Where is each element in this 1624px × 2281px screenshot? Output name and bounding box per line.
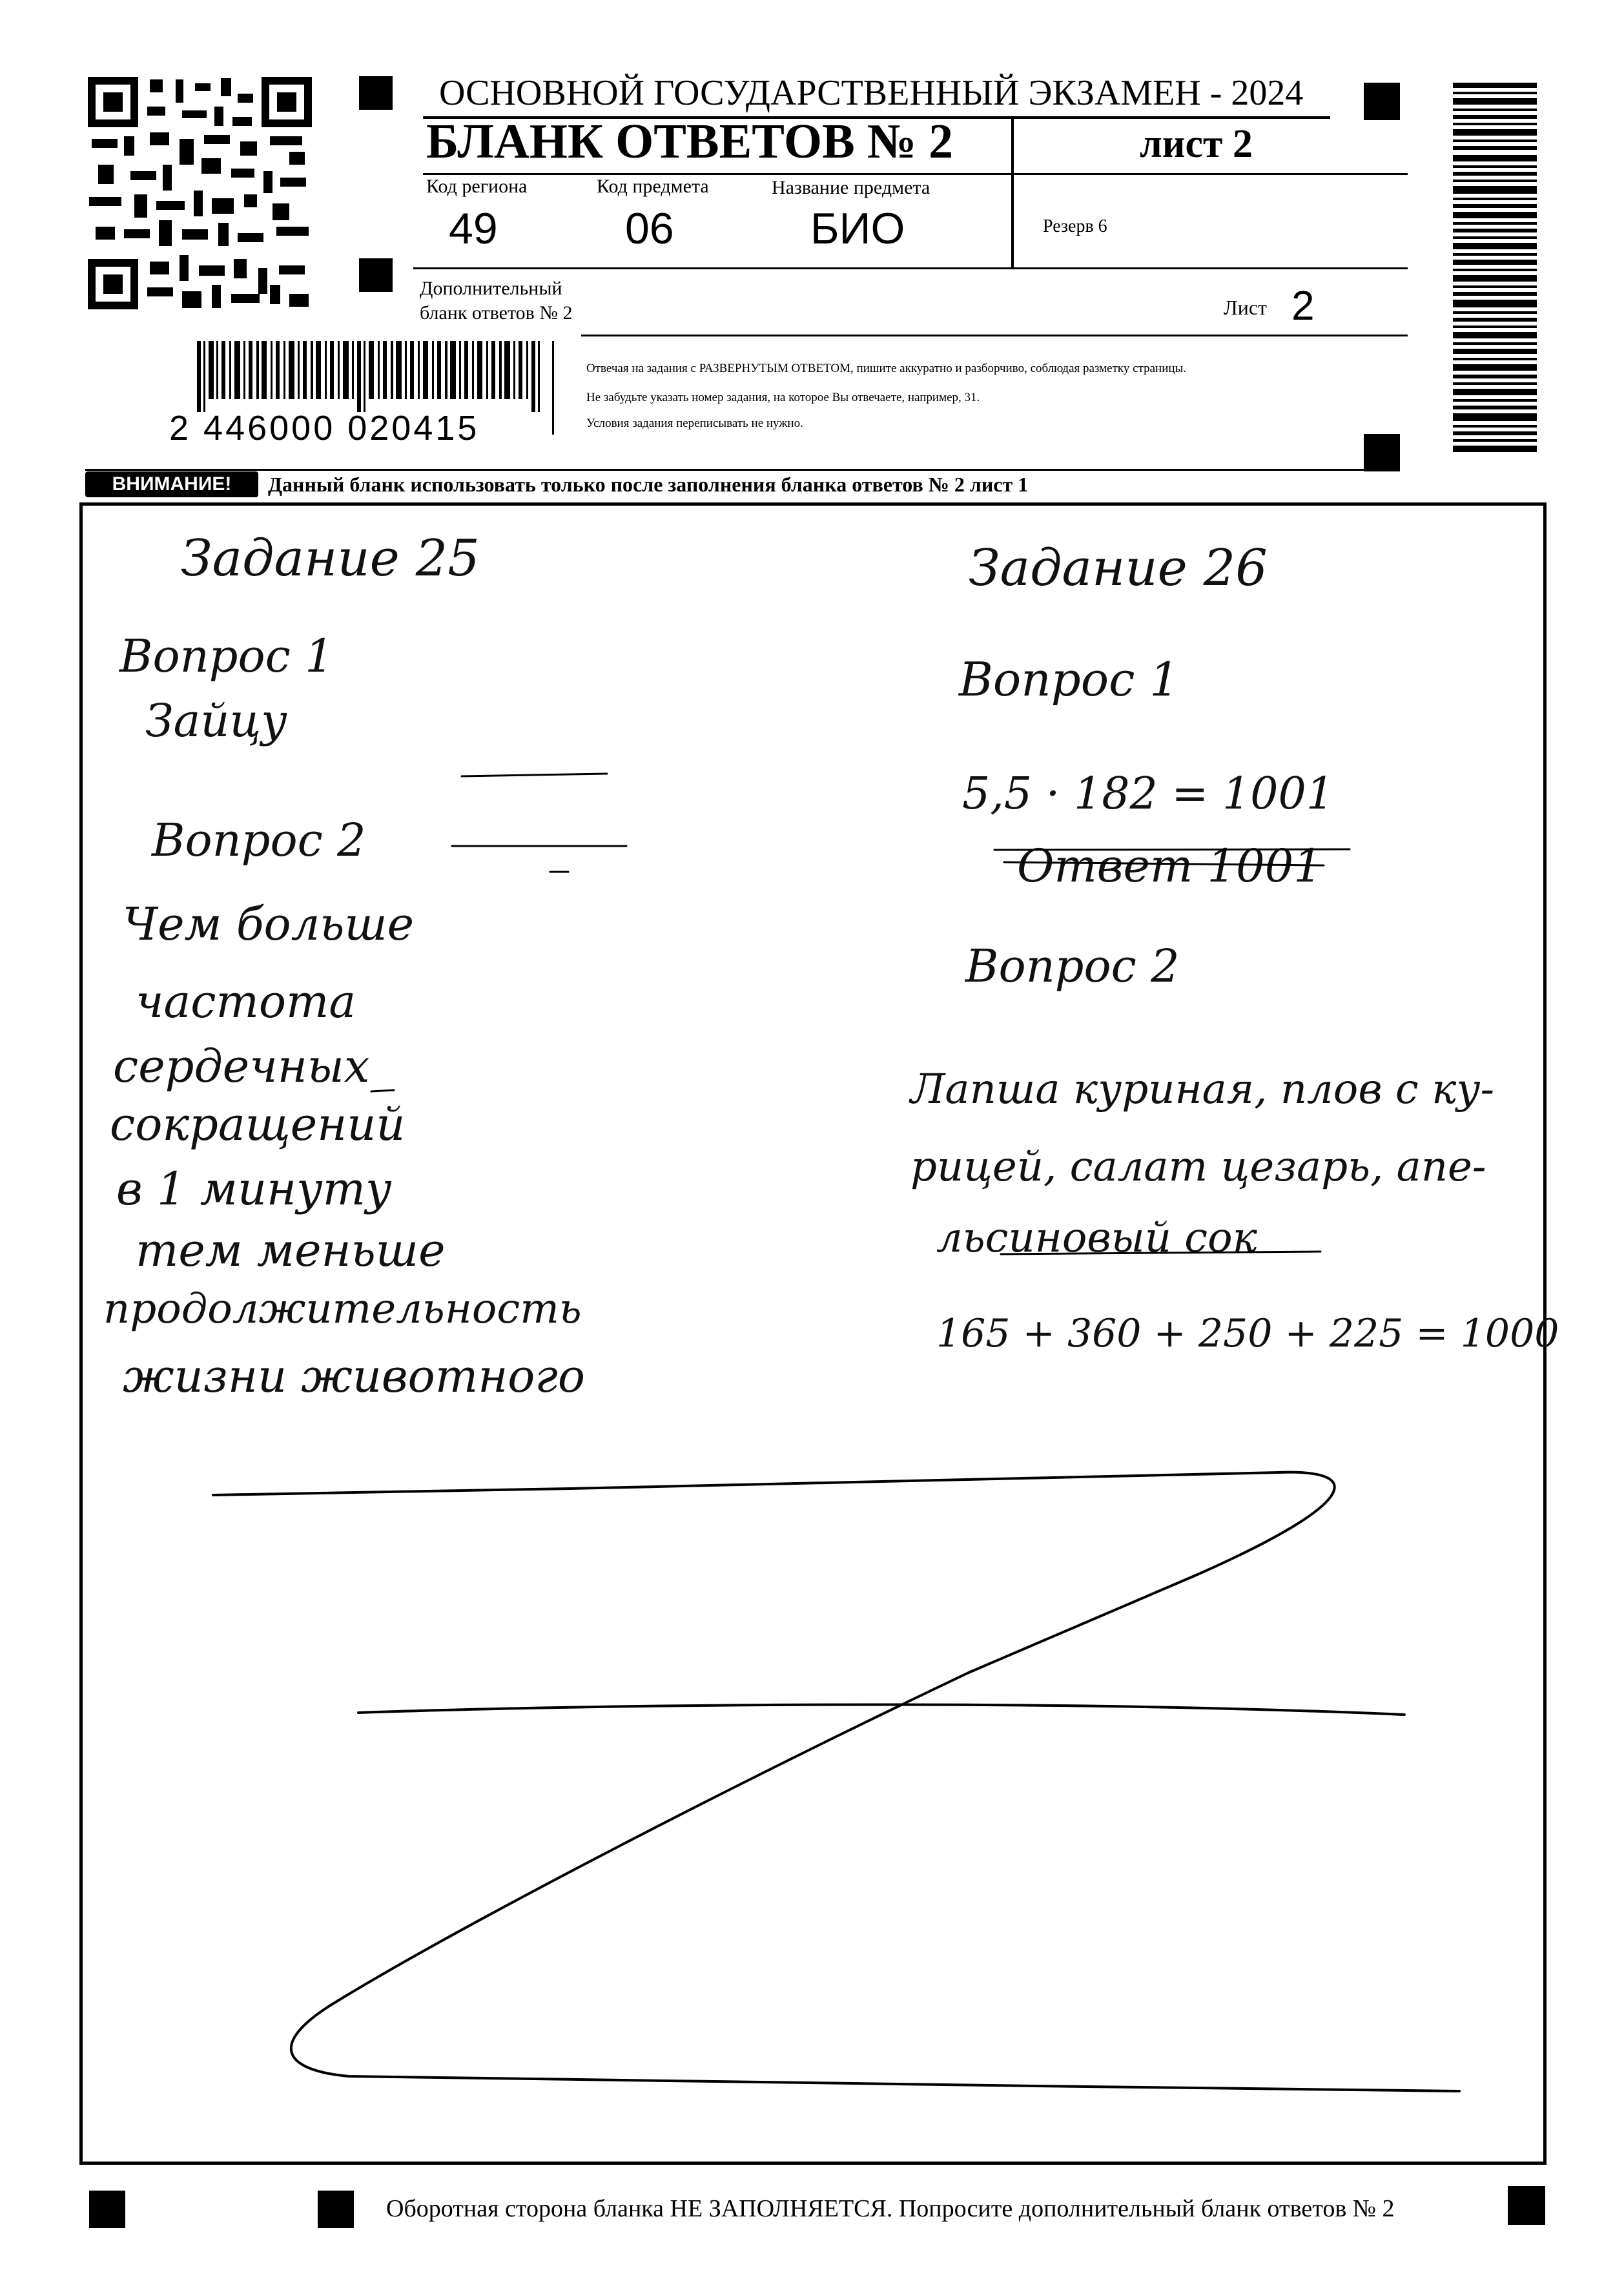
task-26-title: Задание 26 (969, 539, 1268, 597)
form-title: БЛАНК ОТВЕТОВ № 2 (426, 114, 954, 169)
sheet-label: лист 2 (1140, 122, 1253, 166)
right-q1-answer: Ответ 1001 (1017, 840, 1322, 893)
footer-note: Оборотная сторона бланка НЕ ЗАПОЛНЯЕТСЯ. Попросите дополнительный бланк ответов № 2 (386, 2195, 1395, 2222)
attention-badge: ВНИМАНИЕ! (85, 471, 258, 497)
left-q1-answer: Зайцу (145, 694, 287, 747)
right-q2-calc: 165 + 360 + 250 + 225 = 1000 (936, 1311, 1559, 1356)
registration-marker (318, 2191, 354, 2228)
region-label: Код региона (426, 176, 528, 197)
left-q2-line-6: тем меньше (136, 1224, 446, 1277)
left-q2-label: Вопрос 2 (152, 814, 366, 867)
instructions-line-3: Условия задания переписывать не нужно. (586, 417, 803, 430)
sheet-small-value: 2 (1291, 282, 1315, 329)
right-q1-calc: 5,5 · 182 = 1001 (962, 769, 1335, 820)
left-q2-line-5: в 1 минуту (116, 1162, 392, 1215)
task-25-title: Задание 25 (181, 530, 480, 588)
left-q2-line-8: жизни животного (123, 1350, 585, 1403)
right-q1-label: Вопрос 1 (959, 652, 1180, 707)
extra-form-label-1: Дополнительный (420, 278, 562, 299)
reserve-label: Резерв 6 (1043, 216, 1107, 236)
left-q2-line-4: сокращений (110, 1098, 406, 1151)
exam-title: ОСНОВНОЙ ГОСУДАРСТВЕННЫЙ ЭКЗАМЕН - 2024 (439, 73, 1304, 113)
extra-form-label-2: бланк ответов № 2 (420, 302, 573, 324)
left-q2-line-3: сердечных (113, 1040, 370, 1093)
sheet-small-label: Лист (1224, 296, 1268, 319)
left-q1-label: Вопрос 1 (119, 630, 334, 683)
subject-name-value: БИО (810, 204, 905, 253)
right-q2-line-3: льсиновый сок (936, 1214, 1257, 1262)
left-q2-line-7: продолжительность (103, 1285, 582, 1333)
subject-code-label: Код предмета (597, 176, 709, 197)
region-value: 49 (449, 204, 498, 253)
right-q2-line-1: Лапша куриная, плов с ку- (910, 1066, 1495, 1113)
attention-text: Данный бланк использовать только после заполнения бланка ответов № 2 лист 1 (268, 473, 1029, 496)
instructions-line-2: Не забудьте указать номер задания, на которое Вы отвечаете, например, 31. (586, 391, 980, 404)
registration-marker (89, 2191, 125, 2228)
left-q2-line-1: Чем больше (123, 898, 415, 951)
right-q2-label: Вопрос 2 (965, 940, 1180, 993)
right-q2-line-2: рицей, салат цезарь, апе- (910, 1143, 1486, 1191)
left-q2-line-2: частота (136, 975, 356, 1028)
barcode-number: 2 446000 020415 (169, 409, 480, 448)
instructions-line-1: Отвечая на задания с РАЗВЕРНУТЫМ ОТВЕТОМ, пишите аккуратно и разборчиво, соблюдая разметку страницы. (586, 362, 1187, 375)
subject-code-value: 06 (625, 204, 674, 253)
subject-name-label: Название предмета (772, 177, 930, 198)
registration-marker (1508, 2186, 1545, 2225)
